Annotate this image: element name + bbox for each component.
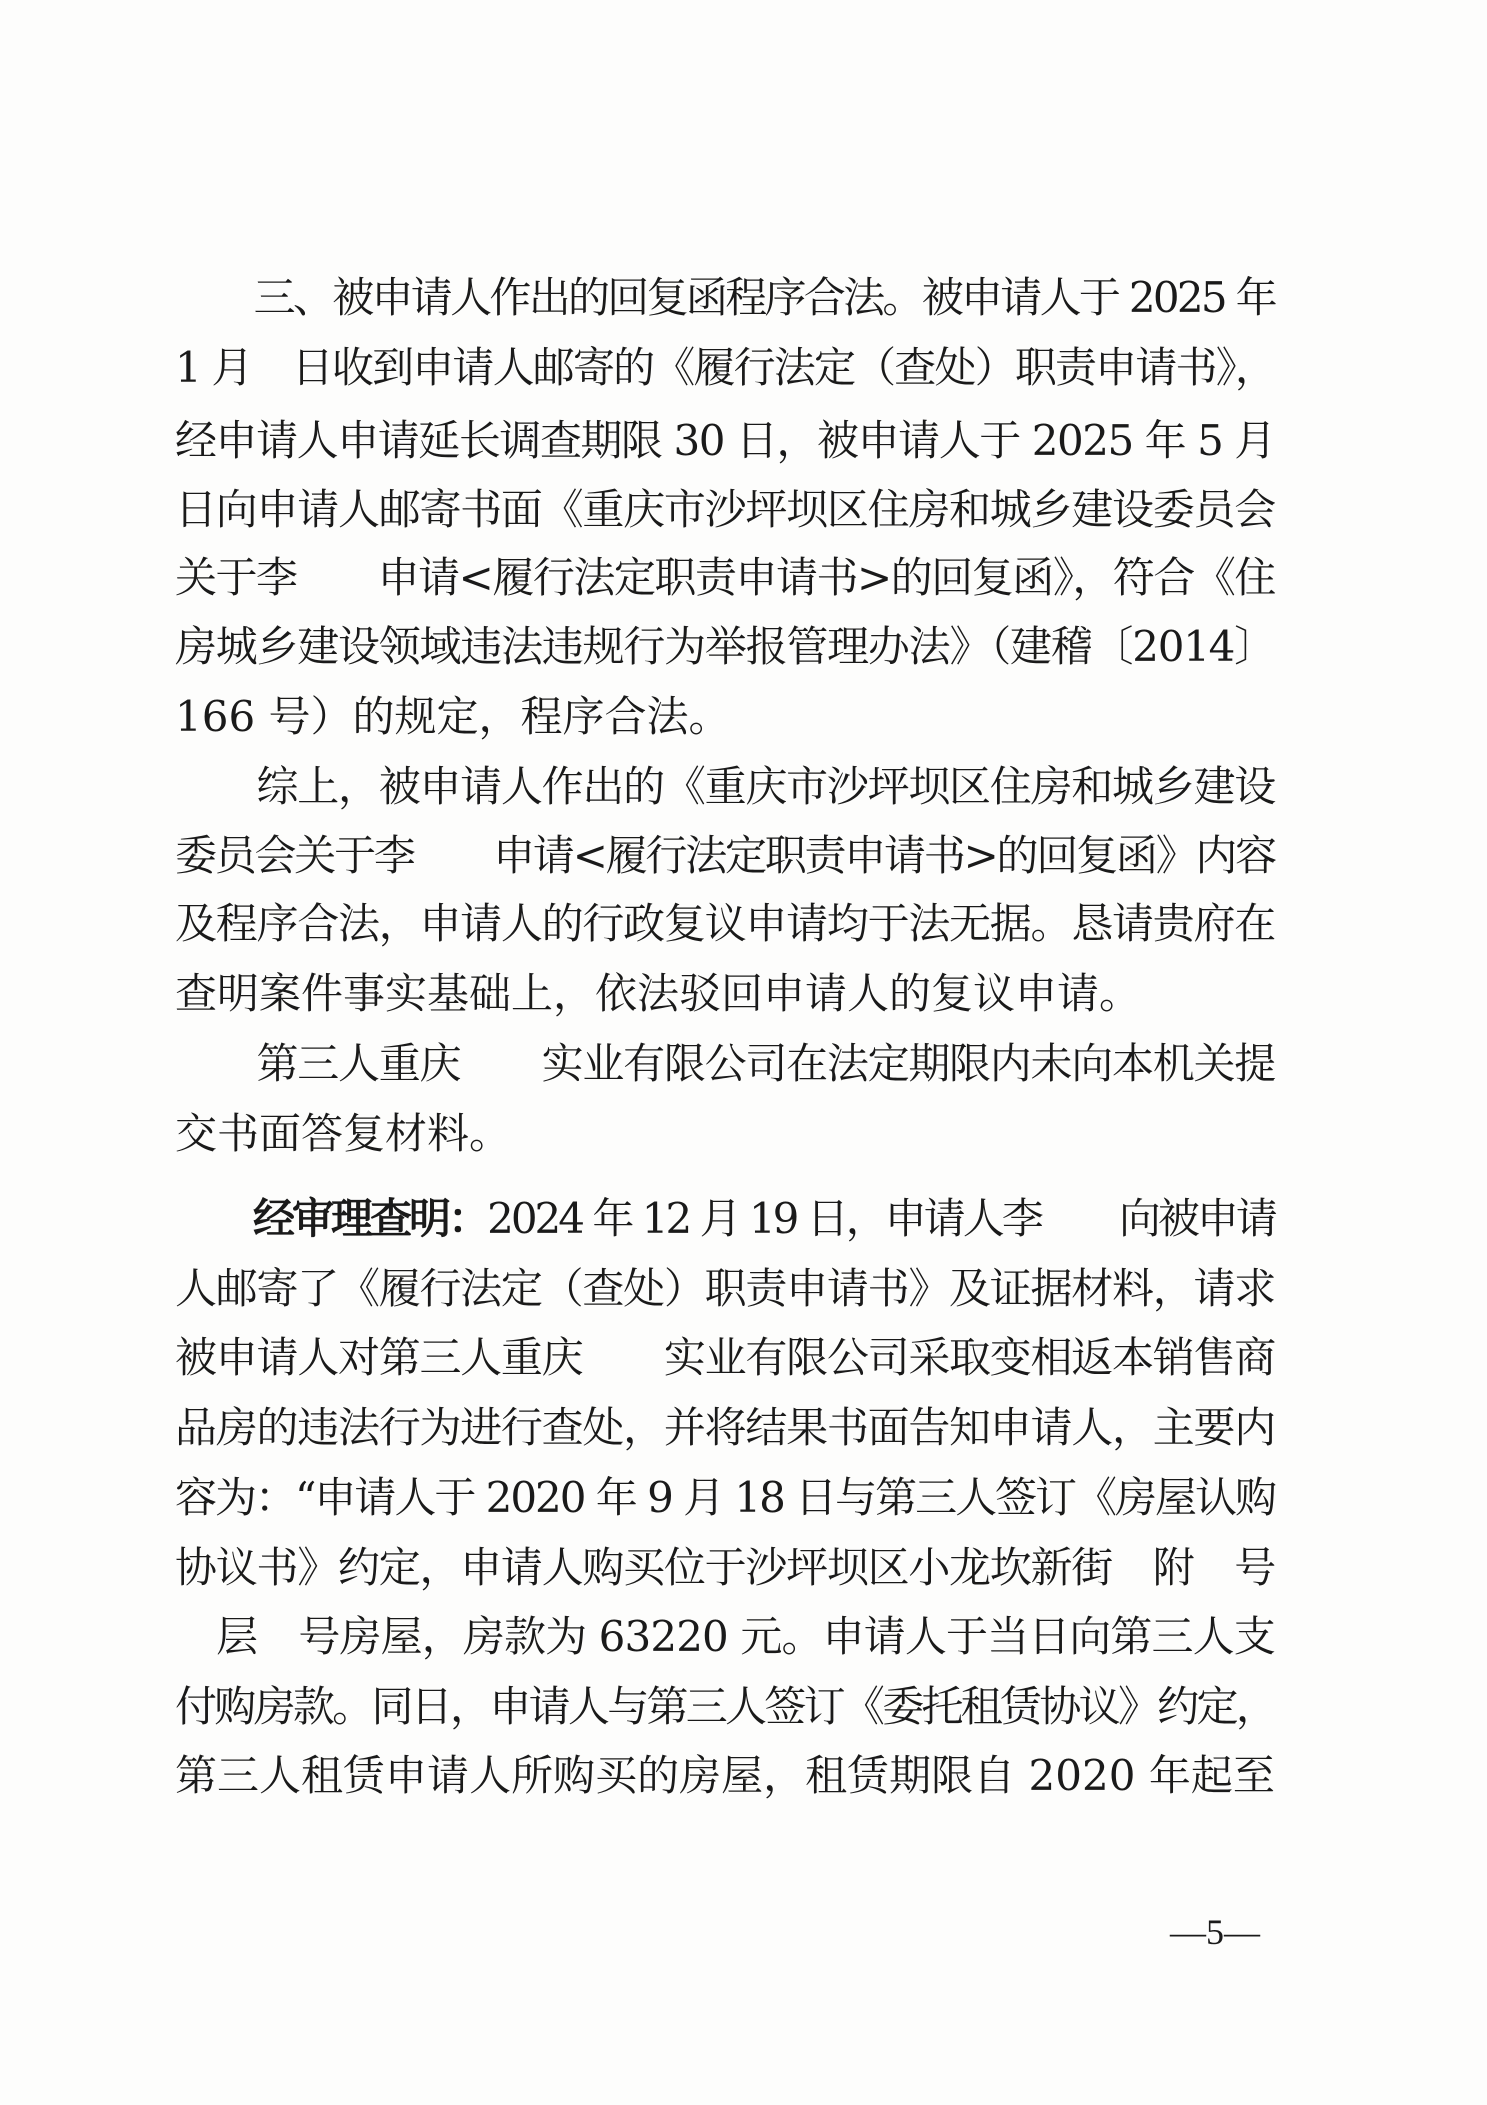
- text-line: 委员会关于李 申请<履行法定职责申请书>的回复函》内容: [175, 831, 1275, 880]
- text-line: 容为：“申请人于 2020 年 9 月 18 日与第三人签订《房屋认购: [175, 1473, 1275, 1522]
- text-line: 层 号房屋，房款为 63220 元。申请人于当日向第三人支: [175, 1612, 1275, 1661]
- text-line: 协议书》约定，申请人购买位于沙坪坝区小龙坎新街 附 号: [175, 1543, 1275, 1592]
- text-line: 房城乡建设领域违法违规行为举报管理办法》（建稽〔2014〕: [175, 622, 1275, 671]
- text-line: 经申请人申请延长调查期限 30 日，被申请人于 2025 年 5 月: [175, 416, 1275, 465]
- findings-heading: 经审理查明：: [175, 1194, 488, 1243]
- text-line: 第三人重庆 实业有限公司在法定期限内未向本机关提: [175, 1039, 1275, 1088]
- page-number: —5—: [1170, 1912, 1260, 1952]
- text-line: 关于李 申请<履行法定职责申请书>的回复函》，符合《住: [175, 553, 1275, 602]
- text-line: 付购房款。同日，申请人与第三人签订《委托租赁协议》约定，: [175, 1682, 1276, 1731]
- text-line: 查明案件事实基础上，依法驳回申请人的复议申请。: [175, 969, 1142, 1018]
- text-line: 三、被申请人作出的回复函程序合法。被申请人于 2025 年: [175, 273, 1275, 322]
- text-line: 被申请人对第三人重庆 实业有限公司采取变相返本销售商: [175, 1333, 1275, 1382]
- text-line: 综上，被申请人作出的《重庆市沙坪坝区住房和城乡建设: [175, 762, 1275, 811]
- text-line: 人邮寄了《履行法定（查处）职责申请书》及证据材料，请求: [175, 1264, 1275, 1313]
- text-line: 日向申请人邮寄书面《重庆市沙坪坝区住房和城乡建设委员会: [175, 485, 1275, 534]
- text-line: 及程序合法，申请人的行政复议申请均于法无据。恳请贵府在: [175, 899, 1275, 948]
- text-line: 交书面答复材料。: [175, 1109, 512, 1158]
- findings-line: [175, 1189, 1275, 1249]
- text-line: 1 月 日收到申请人邮寄的《履行法定（查处）职责申请书》，: [175, 343, 1276, 392]
- text-line: 166 号）的规定，程序合法。: [175, 692, 731, 741]
- text-line: 品房的违法行为进行查处，并将结果书面告知申请人，主要内: [175, 1403, 1275, 1452]
- findings-text: 2024 年 12 月 19 日，申请人李 向被申请: [487, 1194, 1275, 1243]
- text-line: 第三人租赁申请人所购买的房屋，租赁期限自 2020 年起至: [175, 1751, 1275, 1800]
